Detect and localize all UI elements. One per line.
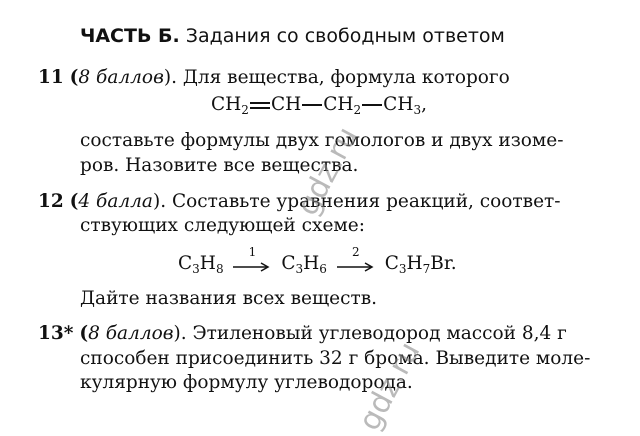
task-11-number: 11: [38, 67, 64, 88]
task-12-line-3: Дайте названия всех веществ.: [80, 288, 378, 309]
section-heading: [80, 24, 505, 48]
task-11-line-3: ров. Назовите все вещества.: [80, 155, 359, 176]
task-11-formula: $CH_2$ CH $CH_2$ $CH_3$,: [211, 94, 427, 117]
reaction-arrow-2: 2: [337, 254, 375, 274]
task-12-scheme: $C_3H_8$ 1 $C_3H_6$ 2 $C_3H_7Br$.: [178, 245, 457, 276]
section-title: Задания со свободным ответом: [185, 25, 505, 47]
task-12-line-1: 12 (4 балла). Составьте уравнения реакций, соответ-: [38, 191, 561, 212]
task-12-number: 12: [38, 191, 64, 212]
task-12-text-1: . Составьте уравнения реакций, соответ-: [160, 191, 561, 212]
task-11-text-1: . Для вещества, формула которого: [171, 67, 510, 88]
task-11-line-1: 11 (8 баллов). Для вещества, формула которого: [38, 67, 510, 88]
task-12-points: 4 балла: [78, 191, 153, 212]
section-label: ЧАСТЬ Б.: [80, 25, 180, 47]
watermark-text: gdz.ru: [290, 121, 366, 222]
task-11-line-2: составьте формулы двух гомологов и двух изоме-: [80, 130, 564, 151]
task-13-points: 8 баллов: [88, 323, 174, 344]
task-11-points: 8 баллов: [78, 67, 164, 88]
task-12-line-2: ствующих следующей схеме:: [80, 215, 365, 236]
task-13-line-1: 13* (8 баллов). Этиленовый углеводород массой 8,4 г: [38, 323, 567, 344]
single-bond: [362, 104, 382, 106]
reaction-arrow-1: 1: [233, 254, 271, 274]
task-13-number: 13*: [38, 323, 74, 344]
single-bond: [302, 104, 322, 106]
task-13-text-1: . Этиленовый углеводород массой 8,4 г: [180, 323, 567, 344]
task-13-line-2: способен присоединить 32 г брома. Выведите моле-: [80, 348, 591, 369]
task-13-line-3: кулярную формулу углеводорода.: [80, 372, 413, 393]
watermark-text: gdz.ru: [352, 336, 428, 436]
double-bond: [250, 101, 270, 109]
